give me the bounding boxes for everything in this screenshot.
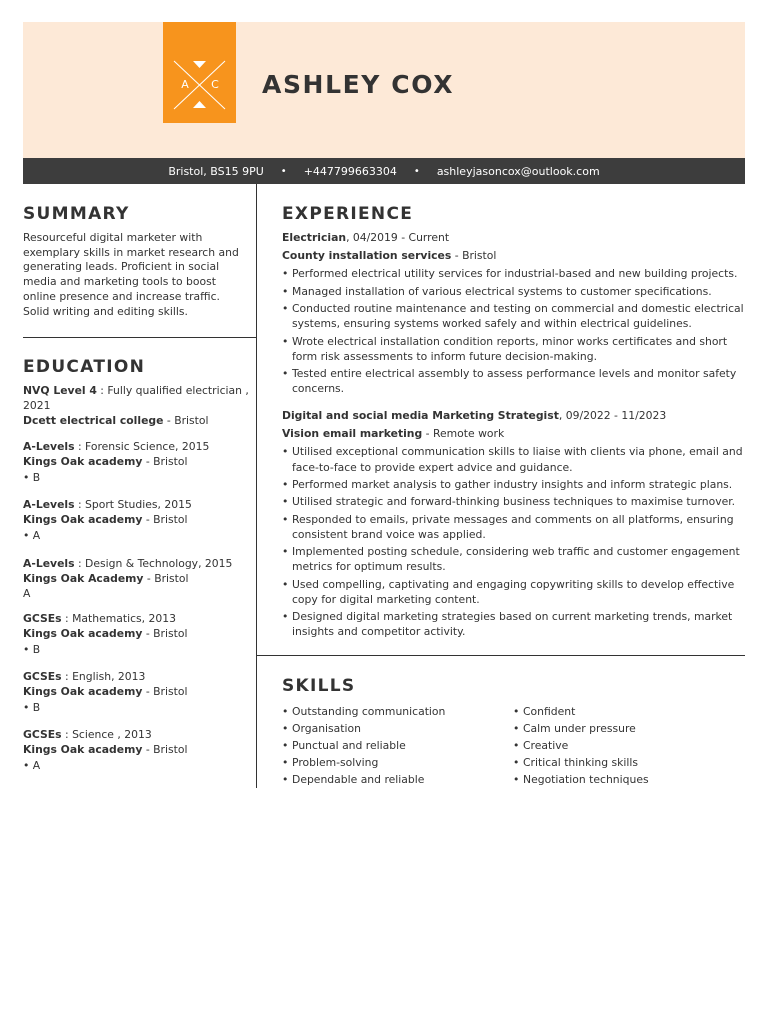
job-title: Digital and social media Marketing Strategist, 09/2022 - 11/2023 xyxy=(282,409,667,422)
education-entry xyxy=(23,384,249,428)
skills-list-right xyxy=(513,703,649,788)
job-bullet: • Responded to emails, private messages and comments on all platforms, ensuring consistent brand voice was applied. xyxy=(282,512,744,542)
skill-item: • Punctual and reliable xyxy=(282,737,445,754)
education-qualification: A-Levels : Forensic Science, 2015 xyxy=(23,440,210,453)
education-grade: • A xyxy=(23,758,41,772)
monogram-logo xyxy=(163,22,236,123)
job-bullet: • Implemented posting schedule, considering web traffic and customer engagement metrics for optimum results. xyxy=(282,544,744,574)
education-institution: Kings Oak academy - Bristol xyxy=(23,626,188,640)
education-grade: • B xyxy=(23,470,41,484)
education-institution: Kings Oak academy - Bristol xyxy=(23,742,188,756)
education-entry xyxy=(23,498,249,543)
monogram-cross-icon xyxy=(163,22,236,123)
job-bullet: • Conducted routine maintenance and testing on commercial and domestic electrical systems, ensuring systems worked safely and within electrical guidelines. xyxy=(282,301,744,331)
monogram-letter-right: C xyxy=(211,78,219,91)
skill-item: • Dependable and reliable xyxy=(282,771,445,788)
education-qualification: A-Levels : Sport Studies, 2015 xyxy=(23,498,192,511)
education-grade: • A xyxy=(23,528,41,542)
contact-bar xyxy=(23,158,745,184)
contact-separator: • xyxy=(413,165,420,177)
education-entry xyxy=(23,440,249,485)
skill-item: • Outstanding communication xyxy=(282,703,445,720)
education-qualification: GCSEs : Science , 2013 xyxy=(23,728,152,741)
education-grade: • B xyxy=(23,700,41,714)
job-title: Electrician, 04/2019 - Current xyxy=(282,231,450,244)
job-bullet: • Utilised strategic and forward-thinking business techniques to maximise turnover. xyxy=(282,494,744,509)
skill-item: • Confident xyxy=(513,703,649,720)
summary-text: Resourceful digital marketer with exemplary skills in market research and generating leads. Proficient in social media and marketing tools to boost online presence and increase traffic. Solid writing and editing skills. xyxy=(23,231,239,318)
education-qualification: GCSEs : Mathematics, 2013 xyxy=(23,612,176,625)
skills-heading: SKILLS xyxy=(282,676,356,696)
skills-list-left xyxy=(282,703,445,788)
job-company: County installation services - Bristol xyxy=(282,248,497,262)
summary-heading: SUMMARY xyxy=(23,204,130,224)
experience-divider xyxy=(256,655,745,656)
contact-separator: • xyxy=(280,165,287,177)
education-institution: Kings Oak academy - Bristol xyxy=(23,454,188,468)
monogram-letter-left: A xyxy=(181,78,189,91)
summary-divider xyxy=(23,337,256,338)
education-institution: Kings Oak Academy - Bristol xyxy=(23,571,189,585)
skill-item: • Calm under pressure xyxy=(513,720,649,737)
contact-email: ashleyjasoncox@outlook.com xyxy=(436,164,600,178)
job-entry xyxy=(282,408,744,642)
job-bullet: • Performed electrical utility services for industrial-based and new building projects. xyxy=(282,266,744,281)
column-divider xyxy=(256,184,257,788)
skill-item: • Negotiation techniques xyxy=(513,771,649,788)
job-bullet: • Designed digital marketing strategies based on current marketing trends, market insights and competitor activity. xyxy=(282,609,744,639)
job-bullets xyxy=(282,266,744,396)
job-bullet: • Utilised exceptional communication skills to liaise with clients via phone, email and face-to-face to provide expert advice and guidance. xyxy=(282,444,744,474)
job-bullet: • Managed installation of various electrical systems to customer specifications. xyxy=(282,284,744,299)
job-bullet: • Tested entire electrical assembly to assess performance levels and monitor safety concerns. xyxy=(282,366,744,396)
job-company: Vision email marketing - Remote work xyxy=(282,426,505,440)
education-institution: Kings Oak academy - Bristol xyxy=(23,684,188,698)
education-qualification: A-Levels : Design & Technology, 2015 xyxy=(23,557,233,570)
education-entry xyxy=(23,557,249,601)
job-bullet: • Wrote electrical installation condition reports, minor works certificates and short form risk assessments to inform future decision-making. xyxy=(282,334,744,364)
education-qualification: GCSEs : English, 2013 xyxy=(23,670,146,683)
contact-address: Bristol, BS15 9PU xyxy=(168,164,264,178)
candidate-name: ASHLEY COX xyxy=(262,70,455,99)
education-entry xyxy=(23,670,249,715)
summary-section xyxy=(23,231,249,319)
skill-item: • Critical thinking skills xyxy=(513,754,649,771)
job-bullet: • Performed market analysis to gather industry insights and inform strategic plans. xyxy=(282,477,744,492)
job-entry xyxy=(282,230,744,399)
experience-heading: EXPERIENCE xyxy=(282,204,414,224)
skill-item: • Creative xyxy=(513,737,649,754)
education-entry xyxy=(23,612,249,657)
education-institution: Kings Oak academy - Bristol xyxy=(23,512,188,526)
contact-phone: +447799663304 xyxy=(303,164,397,178)
education-institution: Dcett electrical college - Bristol xyxy=(23,413,209,427)
education-entry xyxy=(23,728,249,773)
education-heading: EDUCATION xyxy=(23,357,146,377)
job-bullets xyxy=(282,444,744,639)
education-grade: • B xyxy=(23,642,41,656)
skill-item: • Problem-solving xyxy=(282,754,445,771)
education-grade: A xyxy=(23,586,31,600)
skill-item: • Organisation xyxy=(282,720,445,737)
education-qualification: NVQ Level 4 : Fully qualified electrician , 2021 xyxy=(23,384,249,412)
job-bullet: • Used compelling, captivating and engaging copywriting skills to develop effective copy for digital marketing content. xyxy=(282,577,744,607)
